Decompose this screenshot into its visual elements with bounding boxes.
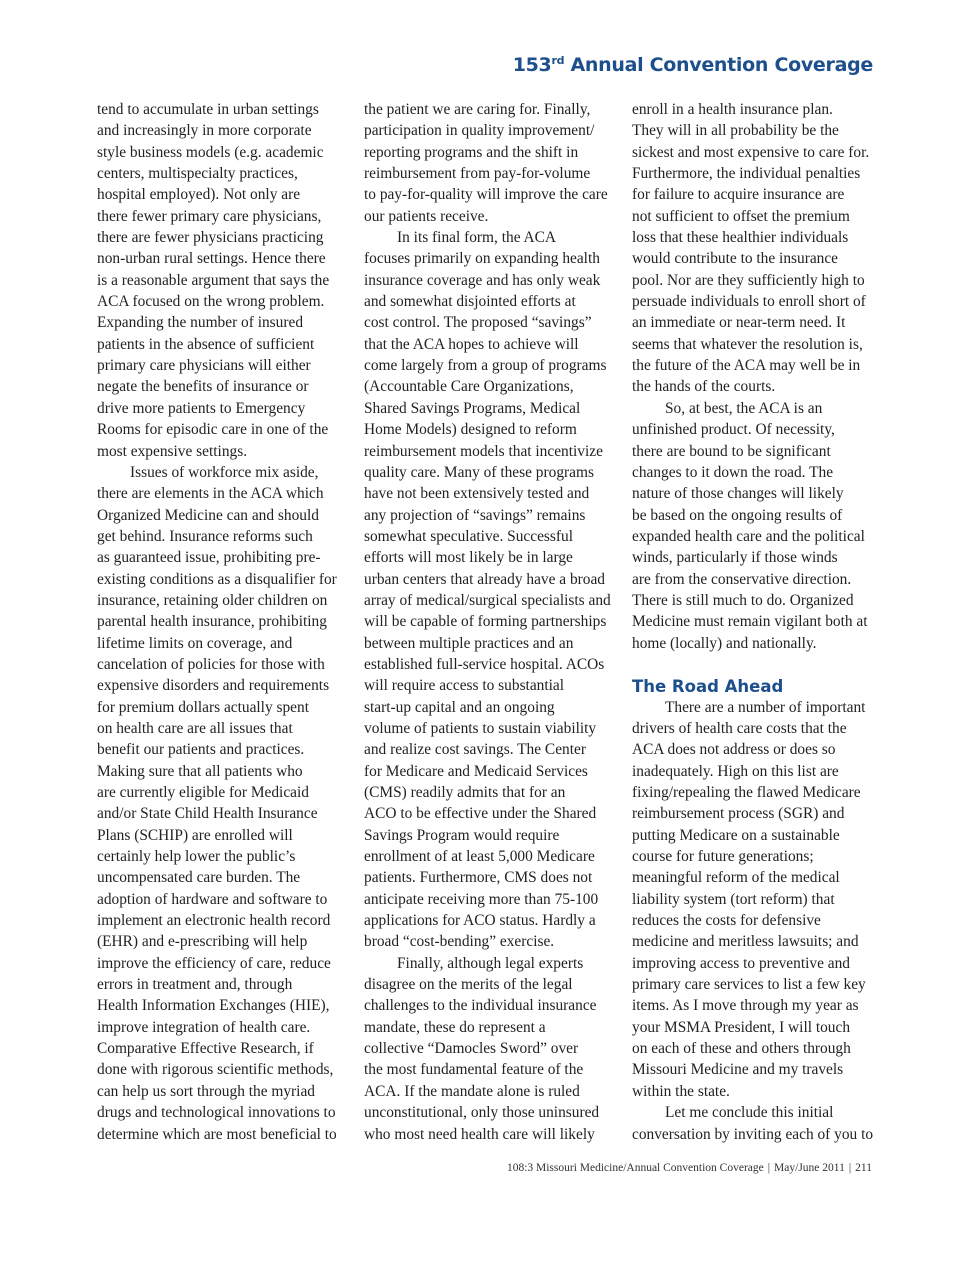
text-line: efforts will most likely be in large: [364, 549, 573, 567]
text-line: Finally, although legal experts: [397, 954, 584, 972]
text-line: there are bound to be significant: [632, 442, 831, 460]
text-line: is a reasonable argument that says the: [97, 271, 330, 289]
text-line: broad “cost-bending” exercise.: [364, 933, 555, 951]
text-line: Missouri Medicine and my travels: [632, 1061, 844, 1079]
text-line: Making sure that all patients who: [97, 762, 303, 780]
text-line: expensive disorders and requirements: [97, 677, 330, 695]
text-line: drivers of health care costs that the: [632, 719, 847, 737]
text-line: medicine and meritless lawsuits; and: [632, 933, 859, 951]
text-column-3: [632, 99, 880, 1145]
text-line: are currently eligible for Medicaid: [97, 784, 309, 801]
text-column-1: [97, 99, 349, 1145]
text-line: enrollment of at least 5,000 Medicare: [364, 848, 595, 866]
text-line: are from the conservative direction.: [632, 570, 852, 588]
text-line: quality care. Many of these programs: [364, 463, 594, 481]
text-line: Shared Savings Programs, Medical: [364, 399, 581, 417]
text-line: and realize cost savings. The Center: [364, 741, 586, 759]
text-line: not sufficient to offset the premium: [632, 207, 850, 225]
text-line: hospital employed). Not only are: [97, 186, 301, 204]
text-line: the patient we are caring for. Finally,: [364, 101, 591, 118]
text-line: parental health insurance, prohibiting: [97, 613, 327, 631]
text-line: improve integration of health care.: [97, 1018, 311, 1036]
text-line: (EHR) and e-prescribing will help: [97, 933, 308, 951]
text-line: challenges to the individual insurance: [364, 997, 597, 1015]
text-line: In its final form, the ACA: [397, 229, 557, 247]
text-line: there are elements in the ACA which: [97, 485, 324, 503]
text-line: cost control. The proposed “savings”: [364, 314, 592, 332]
text-line: (Accountable Care Organizations,: [364, 378, 574, 396]
text-line: winds, particularly if those winds: [632, 549, 838, 567]
text-line: unfinished product. Of necessity,: [632, 421, 835, 439]
text-line: between multiple practices and an: [364, 634, 574, 652]
text-line: items. As I move through my year as: [632, 997, 859, 1015]
text-line: putting Medicare on a sustainable: [632, 826, 840, 844]
text-line: Expanding the number of insured: [97, 314, 304, 332]
text-line: an immediate or near-term need. It: [632, 314, 846, 332]
text-line: anticipate receiving more than 75-100: [364, 890, 599, 908]
text-line: Home Models) designed to reform: [364, 421, 577, 439]
text-line: meaningful reform of the medical: [632, 869, 840, 887]
text-line: Comparative Effective Research, if: [97, 1040, 314, 1058]
text-line: and somewhat disjointed efforts at: [364, 293, 576, 311]
footer-separator: |: [848, 1162, 852, 1174]
text-line: Medicine must remain vigilant both at: [632, 613, 868, 631]
text-line: benefit our patients and practices.: [97, 741, 305, 759]
page-footer: [507, 1162, 872, 1174]
text-line: centers, multispecialty practices,: [97, 165, 298, 183]
text-line: primary care physicians will either: [97, 357, 311, 375]
text-line: ACA focused on the wrong problem.: [97, 293, 325, 311]
text-line: array of medical/surgical specialists and: [364, 591, 611, 609]
text-line: persuade individuals to enroll short of: [632, 293, 866, 311]
text-line: So, at best, the ACA is an: [665, 399, 823, 417]
text-column-2: [364, 99, 616, 1145]
text-line: reimbursement process (SGR) and: [632, 805, 845, 823]
text-line: negate the benefits of insurance or: [97, 378, 309, 396]
text-line: reporting programs and the shift in: [364, 143, 579, 161]
text-line: cancelation of policies for those with: [97, 655, 325, 673]
text-line: ACA does not address or does so: [632, 741, 836, 759]
text-line: there fewer primary care physicians,: [97, 207, 322, 225]
header-title: Annual Convention Coverage: [570, 54, 873, 76]
text-line: within the state.: [632, 1082, 730, 1100]
header-ordinal: rd: [551, 54, 565, 67]
text-line: for premium dollars actually spent: [97, 698, 309, 716]
text-line: will be capable of forming partnerships: [364, 613, 607, 631]
text-line: there are fewer physicians practicing: [97, 229, 324, 247]
text-line: sickest and most expensive to care for.: [632, 143, 870, 161]
text-line: nature of those changes will likely: [632, 485, 844, 503]
text-line: done with rigorous scientific methods,: [97, 1061, 334, 1079]
text-line: most expensive settings.: [97, 442, 248, 460]
text-line: that the ACA hopes to achieve will: [364, 335, 579, 353]
text-line: be based on the ongoing results of: [632, 506, 843, 524]
text-line: expanded health care and the political: [632, 527, 865, 545]
text-line: applications for ACO status. Hardly a: [364, 912, 596, 930]
text-line: the most fundamental feature of the: [364, 1061, 584, 1079]
footer-separator: |: [767, 1162, 771, 1174]
text-line: Plans (SCHIP) are enrolled will: [97, 826, 293, 844]
section-header: [513, 54, 873, 76]
text-line: inadequately. High on this list are: [632, 762, 839, 780]
text-line: reimbursement from pay-for-volume: [364, 165, 591, 183]
text-line: insurance coverage and has only weak: [364, 271, 601, 289]
text-line: pool. Nor are they sufficiently high to: [632, 271, 865, 289]
text-line: the hands of the courts.: [632, 378, 776, 396]
text-line: non-urban rural settings. Hence there: [97, 250, 326, 268]
text-line: enroll in a health insurance plan.: [632, 101, 833, 118]
text-line: can help us sort through the myriad: [97, 1082, 315, 1100]
text-line: our patients receive.: [364, 207, 489, 225]
text-line: patients in the absence of sufficient: [97, 335, 315, 353]
text-line: get behind. Insurance reforms such: [97, 527, 313, 545]
text-line: adoption of hardware and software to: [97, 890, 328, 908]
text-line: improve the efficiency of care, reduce: [97, 954, 331, 972]
text-line: insurance, retaining older children on: [97, 591, 328, 609]
footer-date: May/June 2011: [774, 1162, 845, 1174]
text-line: come largely from a group of programs: [364, 357, 607, 375]
text-line: will require access to substantial: [364, 677, 565, 695]
text-line: Savings Program would require: [364, 826, 560, 844]
text-line: lifetime limits on coverage, and: [97, 634, 293, 652]
footer-publication: 108:3 Missouri Medicine/Annual Convention Coverage: [506, 1162, 764, 1174]
text-line: as guaranteed issue, prohibiting pre-: [97, 549, 321, 567]
text-line: existing conditions as a disqualifier for: [97, 570, 337, 588]
text-line: Let me conclude this initial: [665, 1104, 834, 1122]
subheading: The Road Ahead: [632, 677, 784, 697]
text-line: liability system (tort reform) that: [632, 890, 835, 908]
text-line: disagree on the merits of the legal: [364, 976, 573, 994]
text-line: Issues of workforce mix aside,: [130, 463, 319, 481]
text-line: primary care services to list a few key: [632, 976, 866, 994]
footer-page-number: 211: [855, 1162, 872, 1174]
text-line: collective “Damocles Sword” over: [364, 1040, 579, 1058]
text-line: ACA. If the mandate alone is ruled: [364, 1082, 580, 1100]
text-line: loss that these healthier individuals: [632, 229, 849, 247]
text-line: Furthermore, the individual penalties: [632, 165, 861, 183]
text-line: somewhat speculative. Successful: [364, 527, 573, 545]
text-line: reimbursement models that incentivize: [364, 442, 603, 460]
text-line: any projection of “savings” remains: [364, 506, 586, 524]
text-line: There is still much to do. Organized: [632, 591, 854, 609]
text-line: Health Information Exchanges (HIE),: [97, 997, 330, 1015]
text-line: and increasingly in more corporate: [97, 122, 312, 140]
text-line: on health care are all issues that: [97, 719, 293, 737]
text-line: There are a number of important: [665, 698, 866, 716]
text-line: home (locally) and nationally.: [632, 634, 817, 652]
text-line: Rooms for episodic care in one of the: [97, 421, 329, 439]
text-line: established full-service hospital. ACOs: [364, 655, 605, 673]
text-line: patients. Furthermore, CMS does not: [364, 869, 593, 887]
text-line: start-up capital and an ongoing: [364, 698, 555, 716]
text-line: for Medicare and Medicaid Services: [364, 762, 588, 780]
text-line: reduces the costs for defensive: [632, 912, 821, 930]
text-line: changes to it down the road. The: [632, 463, 834, 481]
text-line: improving access to preventive and: [632, 954, 850, 972]
text-line: for failure to acquire insurance are: [632, 186, 845, 204]
text-line: drugs and technological innovations to: [97, 1104, 336, 1122]
text-line: who most need health care will likely: [364, 1125, 595, 1143]
text-line: fixing/repealing the flawed Medicare: [632, 784, 861, 801]
text-line: style business models (e.g. academic: [97, 143, 324, 161]
text-line: participation in quality improvement/: [364, 122, 595, 140]
text-line: drive more patients to Emergency: [97, 399, 306, 417]
text-line: Organized Medicine can and should: [97, 506, 319, 524]
text-line: urban centers that already have a broad: [364, 570, 605, 588]
text-line: tend to accumulate in urban settings: [97, 101, 319, 118]
text-line: focuses primarily on expanding health: [364, 250, 600, 268]
text-line: determine which are most beneficial to: [97, 1125, 337, 1143]
text-line: ACO to be effective under the Shared: [364, 805, 597, 823]
header-number: 153: [512, 54, 552, 76]
text-line: your MSMA President, I will touch: [632, 1018, 851, 1036]
text-line: They will in all probability be the: [632, 122, 839, 140]
text-line: conversation by inviting each of you to: [632, 1125, 874, 1143]
text-line: on each of these and others through: [632, 1040, 851, 1058]
text-line: to pay-for-quality will improve the care: [364, 186, 608, 204]
text-line: (CMS) readily admits that for an: [364, 784, 566, 801]
text-line: volume of patients to sustain viability: [364, 719, 597, 737]
text-line: would contribute to the insurance: [632, 250, 839, 268]
text-line: uncompensated care burden. The: [97, 869, 301, 887]
text-line: certainly help lower the public’s: [97, 848, 296, 866]
text-line: course for future generations;: [632, 848, 814, 866]
text-line: have not been extensively tested and: [364, 485, 590, 503]
text-line: the future of the ACA may well be in: [632, 357, 861, 375]
text-line: seems that whatever the resolution is,: [632, 335, 863, 353]
text-line: implement an electronic health record: [97, 912, 331, 930]
text-line: mandate, these do represent a: [364, 1018, 546, 1036]
text-line: and/or State Child Health Insurance: [97, 805, 318, 823]
text-line: unconstitutional, only those uninsured: [364, 1104, 600, 1122]
text-line: errors in treatment and, through: [97, 976, 293, 994]
